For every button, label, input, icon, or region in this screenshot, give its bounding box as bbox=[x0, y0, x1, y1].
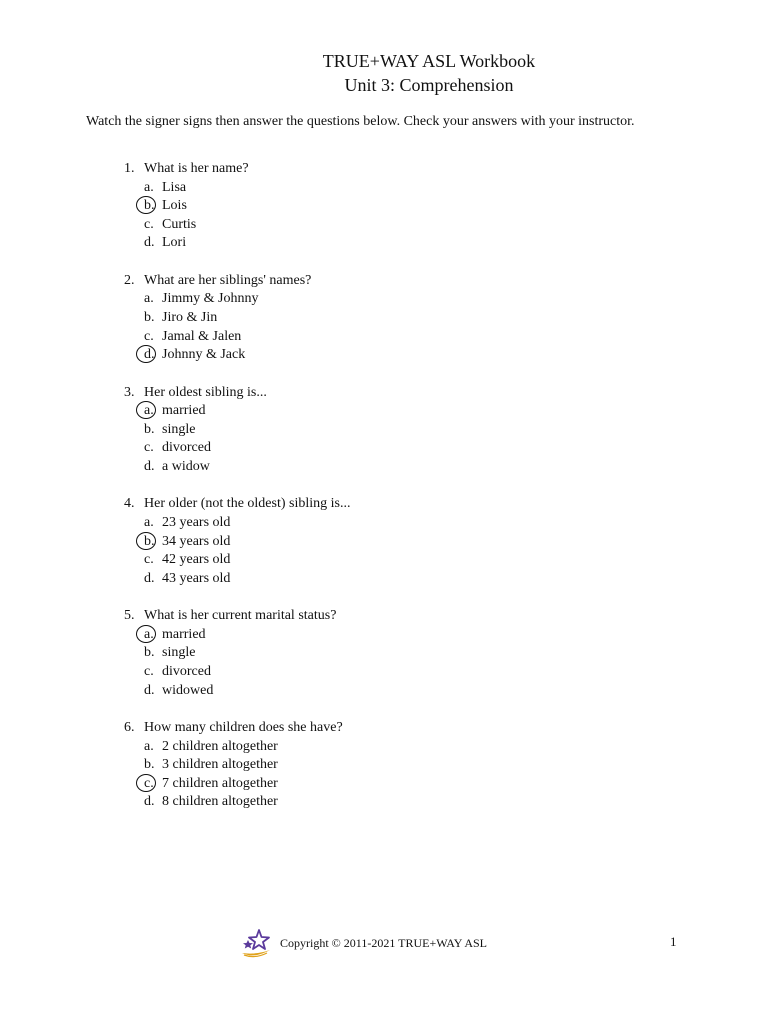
question-text: What is her current marital status? bbox=[144, 608, 337, 624]
option-text: married bbox=[162, 626, 206, 642]
option-letter: b. bbox=[144, 645, 155, 661]
option-letter: c. bbox=[144, 775, 154, 791]
option-text: divorced bbox=[162, 440, 211, 456]
option-text: Lois bbox=[162, 198, 187, 214]
option-letter: d. bbox=[144, 458, 155, 474]
true-way-star-logo-icon bbox=[240, 928, 272, 958]
option-letter: b. bbox=[144, 309, 155, 325]
question-text: Her older (not the oldest) sibling is... bbox=[144, 496, 351, 512]
option-text: 8 children altogether bbox=[162, 794, 278, 810]
workbook-title: TRUE+WAY ASL Workbook bbox=[322, 51, 536, 71]
option-text: 34 years old bbox=[162, 533, 231, 549]
copyright-text: Copyright © 2011-2021 TRUE+WAY ASL bbox=[280, 936, 488, 950]
option-letter: d. bbox=[144, 570, 155, 586]
option-text: Curtis bbox=[162, 216, 197, 232]
option-letter: b. bbox=[144, 198, 155, 214]
option-letter: a. bbox=[144, 179, 154, 195]
question-number: 6. bbox=[124, 720, 135, 735]
option-letter: b. bbox=[144, 421, 155, 437]
question-number: 1. bbox=[124, 161, 135, 176]
option-text: widowed bbox=[162, 682, 214, 698]
option-text: 42 years old bbox=[162, 552, 231, 568]
option-text: 23 years old bbox=[162, 514, 231, 530]
option-letter: d. bbox=[144, 235, 155, 251]
option-letter: a. bbox=[144, 626, 154, 642]
option-text: Lisa bbox=[162, 179, 187, 195]
option-letter: c. bbox=[144, 216, 154, 232]
option-text: 3 children altogether bbox=[162, 757, 278, 773]
option-letter: c. bbox=[144, 663, 154, 679]
option-text: 43 years old bbox=[162, 570, 231, 586]
question-number: 3. bbox=[124, 384, 135, 400]
option-letter: d. bbox=[144, 347, 155, 363]
unit-title: Unit 3: Comprehension bbox=[344, 75, 514, 95]
question-text: How many children does she have? bbox=[144, 720, 343, 735]
option-text: 7 children altogether bbox=[162, 775, 278, 791]
question-number: 4. bbox=[124, 496, 135, 512]
option-text: Jamal & Jalen bbox=[162, 328, 242, 344]
option-text: a widow bbox=[162, 458, 210, 474]
page-number: 1 bbox=[670, 934, 677, 949]
question-number: 5. bbox=[124, 608, 135, 624]
option-text: Jimmy & Johnny bbox=[162, 291, 259, 307]
option-letter: d. bbox=[144, 794, 155, 810]
option-text: divorced bbox=[162, 663, 211, 679]
instructions-text: Watch the signer signs then answer the questions below. Check your answers with your instructor. bbox=[86, 114, 635, 129]
option-letter: b. bbox=[144, 533, 155, 549]
option-text: Jiro & Jin bbox=[162, 309, 218, 325]
question-number: 2. bbox=[124, 272, 135, 288]
option-letter: a. bbox=[144, 514, 154, 530]
option-text: single bbox=[162, 645, 196, 661]
option-letter: c. bbox=[144, 328, 154, 344]
option-letter: c. bbox=[144, 440, 154, 456]
question-text: Her oldest sibling is... bbox=[144, 384, 267, 400]
option-text: Johnny & Jack bbox=[162, 347, 246, 363]
option-text: married bbox=[162, 403, 206, 419]
question-text: What is her name? bbox=[144, 161, 249, 176]
option-letter: a. bbox=[144, 291, 154, 307]
option-letter: b. bbox=[144, 757, 155, 773]
option-letter: d. bbox=[144, 682, 155, 698]
option-text: 2 children altogether bbox=[162, 738, 278, 754]
question-text: What are her siblings' names? bbox=[144, 272, 312, 288]
option-text: Lori bbox=[162, 235, 187, 251]
option-letter: c. bbox=[144, 552, 154, 568]
option-text: single bbox=[162, 421, 196, 437]
option-letter: a. bbox=[144, 403, 154, 419]
option-letter: a. bbox=[144, 738, 154, 754]
